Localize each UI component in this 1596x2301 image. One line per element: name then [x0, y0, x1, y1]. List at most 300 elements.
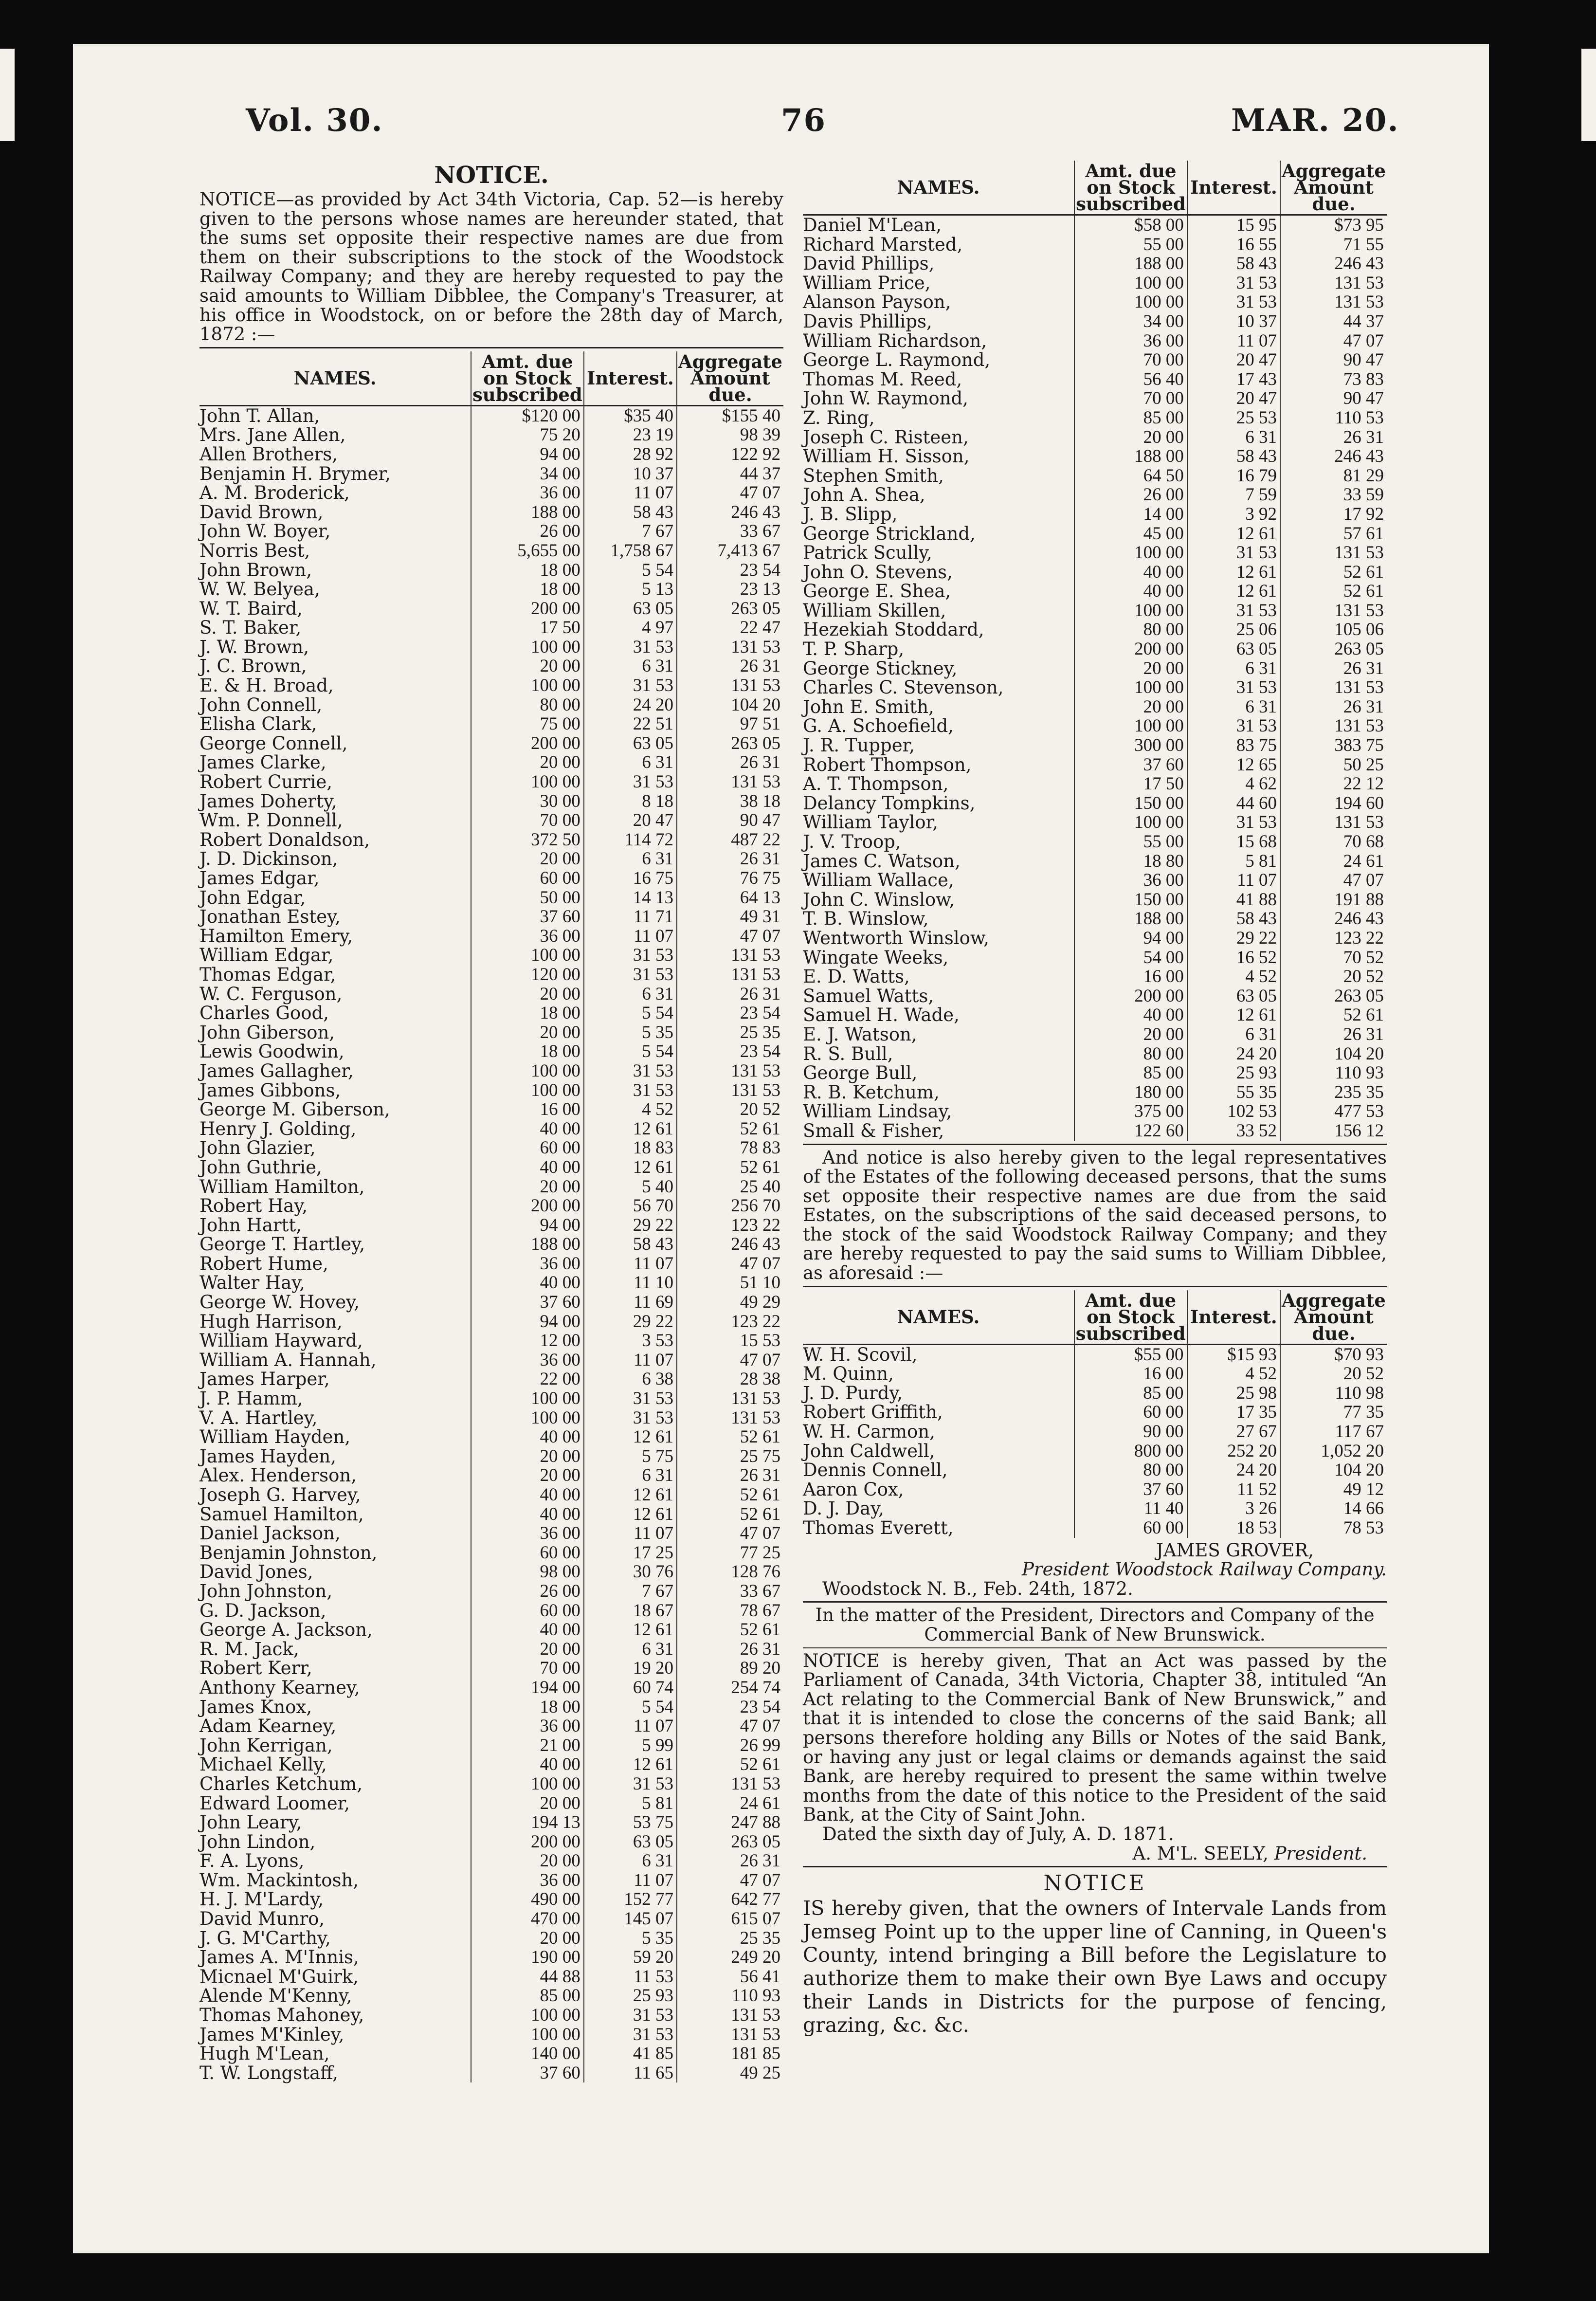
table-row	[200, 1216, 783, 1235]
aggregate-due: 194 60	[1334, 793, 1384, 813]
table-row	[803, 370, 1387, 389]
subscribers-table-right	[803, 161, 1387, 1141]
interest: 6 31	[1187, 1025, 1280, 1044]
aggregate-due: 52 61	[740, 1754, 780, 1775]
table-row	[200, 1986, 783, 2006]
aggregate-due: 25 35	[740, 1928, 780, 1948]
interest: 16 52	[1187, 948, 1280, 968]
subscriber-name: James C. Watson,	[803, 852, 1074, 871]
subscriber-name: Alende M'Kenny,	[200, 1986, 471, 2006]
amount-due: 100 00	[471, 638, 584, 657]
interest: 4 52	[1187, 1364, 1280, 1384]
subscriber-name: John O. Stevens,	[803, 563, 1074, 582]
interest: 3 53	[584, 1331, 677, 1351]
table-row	[803, 350, 1387, 370]
interest: 58 43	[584, 1235, 677, 1254]
amount-due: 75 20	[471, 425, 584, 445]
subscriber-name: Hugh Harrison,	[200, 1312, 471, 1332]
interest: 18 53	[1187, 1518, 1280, 1538]
aggregate-due: 24 61	[740, 1793, 780, 1813]
table-row	[803, 408, 1387, 428]
interest: 10 37	[1187, 312, 1280, 331]
aggregate-due: 47 07	[740, 1716, 780, 1736]
amount-due: 26 00	[471, 522, 584, 541]
table-row	[200, 1851, 783, 1871]
aggregate-due: 122 92	[731, 444, 780, 464]
subscriber-name: David Phillips,	[803, 254, 1074, 274]
amount-due: 60 00	[471, 1601, 584, 1621]
subscriber-name: Hugh M'Lean,	[200, 2044, 471, 2064]
interest: 6 31	[1187, 659, 1280, 678]
amount-due: 375 00	[1074, 1102, 1187, 1121]
subscriber-name: John Kerrigan,	[200, 1736, 471, 1755]
aggregate-due: 131 53	[731, 2024, 780, 2045]
table-row	[200, 1408, 783, 1428]
subscriber-name: Elisha Clark,	[200, 714, 471, 734]
interest: 12 61	[584, 1119, 677, 1139]
subscriber-name: John Johnston,	[200, 1582, 471, 1601]
amount-due: 20 00	[471, 1851, 584, 1871]
table-row	[803, 1102, 1387, 1121]
table-row	[200, 1389, 783, 1408]
subscriber-name: John Glazier,	[200, 1138, 471, 1158]
interest: 4 97	[584, 618, 677, 638]
amount-due: 20 00	[1074, 697, 1187, 717]
amount-due: 20 00	[471, 1929, 584, 1948]
subscriber-name: Benjamin Johnston,	[200, 1543, 471, 1563]
subscriber-name: W. W. Belyea,	[200, 580, 471, 599]
interest: 11 07	[584, 1524, 677, 1543]
aggregate-due: 47 07	[1343, 330, 1384, 351]
amount-due: 80 00	[1074, 620, 1187, 639]
aggregate-due: 20 52	[1343, 1364, 1384, 1384]
amount-due: 40 00	[471, 1620, 584, 1640]
amount-due: 70 00	[1074, 389, 1187, 408]
subscriber-name: J. D. Dickinson,	[200, 849, 471, 869]
interest: 23 19	[584, 425, 677, 445]
amount-due: 36 00	[471, 483, 584, 503]
aggregate-due: 131 53	[731, 1773, 780, 1794]
subscriber-name: Thomas M. Reed,	[803, 370, 1074, 389]
subscriber-name: John Guthrie,	[200, 1158, 471, 1177]
table-row	[803, 447, 1387, 466]
table-row	[200, 599, 783, 619]
interest: 16 55	[1187, 235, 1280, 255]
interest: 10 37	[584, 464, 677, 484]
table-row	[200, 1871, 783, 1890]
interest: 31 53	[584, 1061, 677, 1081]
subscriber-name: Samuel H. Wade,	[803, 1005, 1074, 1025]
interest: 22 51	[584, 714, 677, 734]
table-row	[200, 811, 783, 830]
amount-due: 40 00	[471, 1755, 584, 1774]
amount-due: 55 00	[1074, 832, 1187, 852]
subscriber-name: W. T. Baird,	[200, 599, 471, 619]
aggregate-due: 256 70	[731, 1196, 780, 1216]
aggregate-due: 78 67	[740, 1600, 780, 1621]
amount-due: 26 00	[1074, 485, 1187, 505]
aggregate-due: 73 83	[1343, 369, 1384, 389]
aggregate-due: 49 31	[740, 907, 780, 927]
aggregate-due: 52 61	[740, 1504, 780, 1524]
subscriber-name: Stephen Smith,	[803, 466, 1074, 486]
table-row	[803, 215, 1387, 235]
interest: 12 61	[1187, 524, 1280, 544]
amount-due: 36 00	[471, 927, 584, 946]
aggregate-due: 263 05	[731, 733, 780, 753]
table-row	[200, 580, 783, 599]
subscriber-name: Wingate Weeks,	[803, 948, 1074, 968]
table-row	[200, 907, 783, 927]
aggregate-due: 50 25	[1343, 754, 1384, 775]
table-row	[200, 1196, 783, 1216]
amount-due: 200 00	[471, 1832, 584, 1852]
aggregate-due: 20 52	[1343, 967, 1384, 987]
interest: 58 43	[1187, 909, 1280, 929]
subscriber-name: Adam Kearney,	[200, 1717, 471, 1736]
subscriber-name: Thomas Edgar,	[200, 965, 471, 985]
subscriber-name: J. G. M'Carthy,	[200, 1929, 471, 1948]
subscriber-name: R. M. Jack,	[200, 1640, 471, 1659]
amount-due: 100 00	[1074, 813, 1187, 832]
interest: 44 60	[1187, 794, 1280, 813]
interest: 24 20	[1187, 1044, 1280, 1064]
interest: 31 53	[584, 676, 677, 695]
table-row	[200, 1370, 783, 1389]
table-row	[803, 601, 1387, 621]
interest: 145 07	[584, 1909, 677, 1929]
subscriber-name: John Leary,	[200, 1813, 471, 1832]
amount-due: 17 50	[1074, 774, 1187, 794]
interest: 12 61	[1187, 582, 1280, 601]
amount-due: 94 00	[1074, 929, 1187, 948]
table-row	[200, 714, 783, 734]
subscriber-name: John C. Winslow,	[803, 890, 1074, 910]
subscriber-name: D. J. Day,	[803, 1499, 1074, 1518]
interest: 58 43	[584, 503, 677, 522]
aggregate-due: 49 29	[740, 1292, 780, 1313]
amount-due: 194 13	[471, 1813, 584, 1832]
subscriber-name: John Edgar,	[200, 888, 471, 908]
interest: 31 53	[584, 2025, 677, 2045]
amount-due: 20 00	[1074, 428, 1187, 447]
aggregate-due: 104 20	[731, 694, 780, 715]
interest: 59 20	[584, 1948, 677, 1967]
subscriber-name: William Hayward,	[200, 1331, 471, 1351]
interest: 5 54	[584, 1042, 677, 1061]
aggregate-due: 33 59	[1343, 485, 1384, 505]
aggregate-due: 89 20	[740, 1658, 780, 1679]
table-row	[803, 716, 1387, 736]
table-row	[803, 389, 1387, 408]
subscriber-name: Daniel M'Lean,	[803, 215, 1074, 235]
interest: 11 07	[584, 1717, 677, 1736]
amount-due: 20 00	[471, 1023, 584, 1042]
divider	[803, 1144, 1387, 1145]
subscriber-name: David Jones,	[200, 1562, 471, 1582]
page-number: 76	[781, 102, 827, 139]
subscriber-name: Davis Phillips,	[803, 312, 1074, 331]
interest: 55 35	[1187, 1083, 1280, 1102]
interest: 24 20	[1187, 1461, 1280, 1480]
subscriber-name: Robert Hay,	[200, 1196, 471, 1216]
aggregate-due: 117 67	[1335, 1422, 1384, 1442]
aggregate-due: 49 25	[740, 2063, 780, 2083]
aggregate-due: 78 53	[1343, 1518, 1384, 1538]
interest: 6 31	[584, 1466, 677, 1485]
signer-name: A. M'L. SEELY,	[1132, 1843, 1269, 1864]
table-row	[200, 1678, 783, 1698]
subscriber-name: Joseph C. Risteen,	[803, 428, 1074, 447]
subscriber-name: Richard Marsted,	[803, 235, 1074, 255]
interest: 11 07	[584, 1871, 677, 1890]
amount-due: 21 00	[471, 1736, 584, 1755]
amount-due: 36 00	[471, 1254, 584, 1274]
interest: 20 47	[1187, 350, 1280, 370]
amount-due: 16 00	[471, 1100, 584, 1119]
interest: 29 22	[584, 1216, 677, 1235]
aggregate-due: 52 61	[740, 1485, 780, 1505]
amount-due: 122 60	[1074, 1121, 1187, 1141]
interest: 63 05	[584, 599, 677, 619]
table-row	[200, 2044, 783, 2064]
subscriber-name: George L. Raymond,	[803, 350, 1074, 370]
amount-due: 100 00	[471, 1408, 584, 1428]
amount-due: 80 00	[1074, 1461, 1187, 1480]
subscriber-name: George Connell,	[200, 734, 471, 753]
right-column	[803, 161, 1387, 2037]
amount-due: 16 00	[1074, 1364, 1187, 1384]
subscriber-name: Anthony Kearney,	[200, 1678, 471, 1698]
table-row	[803, 678, 1387, 697]
amount-due: 470 00	[471, 1909, 584, 1929]
table-row	[200, 503, 783, 522]
table-row	[200, 2025, 783, 2045]
signer-title: President.	[1274, 1843, 1367, 1864]
subscriber-name: Robert Kerr,	[200, 1659, 471, 1678]
aggregate-due: 246 43	[1334, 909, 1384, 929]
table-row	[200, 657, 783, 676]
table-row	[803, 832, 1387, 852]
subscriber-name: Walter Hay,	[200, 1273, 471, 1293]
subscriber-name: Delancy Tompkins,	[803, 794, 1074, 813]
interest: 5 75	[584, 1447, 677, 1466]
aggregate-due: 131 53	[731, 2005, 780, 2026]
table-row	[200, 1485, 783, 1505]
amount-due: 100 00	[471, 772, 584, 792]
subscriber-name: Charles Ketchum,	[200, 1774, 471, 1794]
table-row	[803, 890, 1387, 910]
interest: 7 67	[584, 522, 677, 541]
subscriber-name: George M. Giberson,	[200, 1100, 471, 1119]
interest: 11 07	[584, 1254, 677, 1274]
interest: 31 53	[584, 2006, 677, 2025]
amount-due: 30 00	[471, 792, 584, 811]
table-row	[200, 792, 783, 811]
aggregate-due: 263 05	[1334, 986, 1384, 1006]
aggregate-due: 105 06	[1334, 620, 1384, 640]
interest: 29 22	[584, 1312, 677, 1332]
amount-due: 45 00	[1074, 524, 1187, 544]
aggregate-due: 47 07	[740, 1350, 780, 1370]
interest: 14 13	[584, 888, 677, 908]
interest: $15 93	[1187, 1344, 1280, 1364]
interest: 252 20	[1187, 1442, 1280, 1461]
aggregate-due: 191 88	[1334, 889, 1384, 910]
table-row	[803, 485, 1387, 505]
subscriber-name: H. J. M'Lardy,	[200, 1890, 471, 1909]
aggregate-due: 57 61	[1343, 523, 1384, 544]
interest: 11 53	[584, 1967, 677, 1987]
subscriber-name: Wentworth Winslow,	[803, 929, 1074, 948]
subscriber-name: J. R. Tupper,	[803, 736, 1074, 755]
aggregate-due: 52 61	[740, 1118, 780, 1139]
subscriber-name: Mrs. Jane Allen,	[200, 425, 471, 445]
table-row	[803, 1499, 1387, 1518]
signature-title: President Woodstock Railway Company.	[1022, 1559, 1387, 1580]
amount-due: 100 00	[471, 1061, 584, 1081]
notice-body: NOTICE—as provided by Act 34th Victoria, Cap. 52—is hereby given to the persons whose names are hereunder stated, that the sums set opposite their respective names are due from them on their subscriptions to the stock of the Woodstock Railway Company; and they are hereby requested to pay the said amounts to William Dibblee, the Company's Treasurer, at his office in Woodstock, on or before the 28th day of March, 1872 :—	[200, 189, 783, 345]
interest: 63 05	[584, 734, 677, 753]
subscriber-name: James Edgar,	[200, 869, 471, 888]
interest: 31 53	[1187, 292, 1280, 312]
interest: 31 53	[584, 1081, 677, 1100]
aggregate-due: 47 07	[740, 483, 780, 503]
amount-due: 100 00	[1074, 716, 1187, 736]
table-row	[803, 331, 1387, 351]
table-row	[200, 1061, 783, 1081]
aggregate-due: $73 95	[1334, 215, 1384, 235]
amount-due: 100 00	[471, 1389, 584, 1408]
aggregate-due: 23 54	[740, 1003, 780, 1023]
interest: 83 75	[1187, 736, 1280, 755]
subscriber-name: Robert Griffith,	[803, 1403, 1074, 1422]
table-row	[803, 292, 1387, 312]
notice3-body: IS hereby given, that the owners of Intervale Lands from Jemseg Point up to the upper line of Canning, in Queen's County, intend bringing a Bill before the Legislature to authorize them to make their own Bye Laws and occupy their Lands in Districts for the purpose of fencing, grazing, &c. &c.	[803, 1897, 1387, 2037]
aggregate-due: 44 37	[1343, 311, 1384, 331]
aggregate-due: 70 52	[1343, 947, 1384, 968]
amount-due: 20 00	[471, 753, 584, 772]
table-row	[200, 1273, 783, 1293]
subscriber-name: E. J. Watson,	[803, 1025, 1074, 1044]
aggregate-due: 7,413 67	[717, 540, 780, 561]
subscriber-name: G. D. Jackson,	[200, 1601, 471, 1621]
subscriber-name: F. A. Lyons,	[200, 1851, 471, 1871]
table-row	[803, 1063, 1387, 1083]
aggregate-due: 263 05	[731, 598, 780, 619]
subscriber-name: David Munro,	[200, 1909, 471, 1929]
aggregate-due: 26 31	[740, 752, 780, 773]
table-row	[200, 445, 783, 464]
table-row	[200, 464, 783, 484]
aggregate-due: 33 67	[740, 1581, 780, 1601]
amount-due: 60 00	[1074, 1403, 1187, 1422]
aggregate-due: 98 39	[740, 425, 780, 445]
table-row	[200, 1717, 783, 1736]
table-row	[200, 561, 783, 580]
amount-due: 100 00	[471, 1081, 584, 1100]
aggregate-due: 26 31	[740, 656, 780, 676]
table-row	[803, 736, 1387, 755]
table-row	[803, 235, 1387, 255]
interest: 17 35	[1187, 1403, 1280, 1422]
table-row	[200, 1138, 783, 1158]
amount-due: 17 50	[471, 618, 584, 638]
interest: 27 67	[1187, 1422, 1280, 1442]
aggregate-due: 131 53	[1334, 716, 1384, 736]
subscriber-name: William Hayden,	[200, 1427, 471, 1447]
subscriber-name: Charles Good,	[200, 1004, 471, 1023]
amount-due: 200 00	[471, 1196, 584, 1216]
amount-header: Amt. due on Stock subscribed	[471, 351, 584, 406]
table-row	[803, 620, 1387, 639]
table-row	[200, 1254, 783, 1274]
aggregate-due: 49 12	[1343, 1479, 1384, 1499]
aggregate-due: 90 47	[740, 810, 780, 831]
subscriber-name: Allen Brothers,	[200, 445, 471, 464]
table-row	[200, 425, 783, 445]
table-row	[803, 659, 1387, 678]
table-row	[200, 849, 783, 869]
table-row	[200, 734, 783, 753]
aggregate-due: 110 98	[1335, 1383, 1384, 1403]
amount-due: 18 00	[471, 1698, 584, 1717]
amount-due: 800 00	[1074, 1442, 1187, 1461]
amount-due: 188 00	[1074, 254, 1187, 274]
table-row	[200, 1004, 783, 1023]
table-row	[200, 869, 783, 888]
table-row	[200, 1562, 783, 1582]
subscriber-name: James Gallagher,	[200, 1061, 471, 1081]
table-row	[200, 1100, 783, 1119]
interest: 31 53	[1187, 274, 1280, 293]
aggregate-due: 123 22	[731, 1311, 780, 1332]
subscriber-name: James M'Kinley,	[200, 2025, 471, 2045]
amount-due: 80 00	[1074, 1044, 1187, 1064]
amount-due: 18 00	[471, 1004, 584, 1023]
subscriber-name: Jonathan Estey,	[200, 907, 471, 927]
amount-due: 37 60	[1074, 755, 1187, 775]
aggregate-due: 14 66	[1343, 1498, 1384, 1519]
subscriber-name: J. C. Brown,	[200, 657, 471, 676]
table-row	[803, 909, 1387, 929]
table-row	[803, 1005, 1387, 1025]
aggregate-due: 26 31	[1343, 427, 1384, 447]
interest: 58 43	[1187, 254, 1280, 274]
aggregate-due: 38 18	[740, 791, 780, 811]
aggregate-due: 131 53	[1334, 292, 1384, 312]
interest: 5 54	[584, 561, 677, 580]
table-row	[200, 1620, 783, 1640]
amount-due: 36 00	[471, 1871, 584, 1890]
interest: 6 31	[584, 657, 677, 676]
subscriber-name: Norris Best,	[200, 541, 471, 561]
interest: 12 61	[584, 1485, 677, 1505]
table-row	[803, 543, 1387, 563]
interest: 8 18	[584, 792, 677, 811]
subscriber-name: John W. Raymond,	[803, 389, 1074, 408]
interest: 18 83	[584, 1138, 677, 1158]
aggregate-due: 123 22	[731, 1215, 780, 1235]
aggregate-due: 246 43	[731, 502, 780, 522]
aggregate-due: 615 07	[731, 1909, 780, 1929]
table-row	[803, 1044, 1387, 1064]
interest: 7 67	[584, 1582, 677, 1601]
aggregate-header: Aggregate Amount due.	[1280, 161, 1387, 215]
interest: 6 38	[584, 1370, 677, 1389]
table-row	[803, 466, 1387, 486]
interest: 114 72	[584, 830, 677, 850]
